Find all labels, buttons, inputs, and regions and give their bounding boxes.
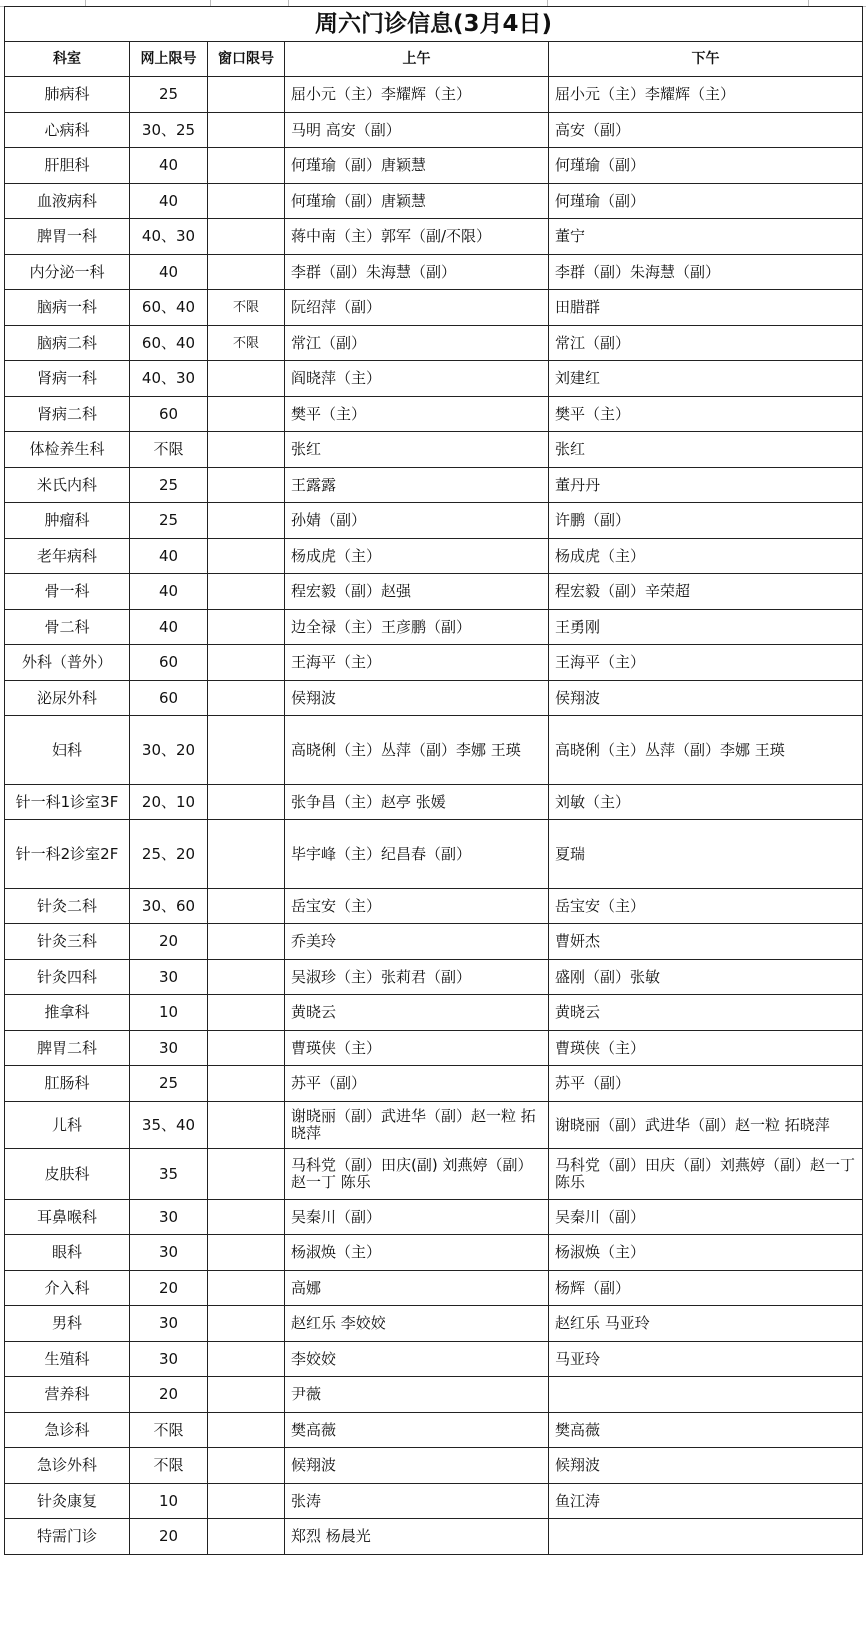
afternoon-doctors-cell: 曹瑛侠（主） <box>549 1031 863 1066</box>
online-limit-cell: 40 <box>130 255 208 290</box>
table-row <box>5 1066 863 1102</box>
table-row <box>5 1200 863 1235</box>
morning-doctors-cell: 曹瑛侠（主） <box>285 1031 549 1066</box>
afternoon-doctors-cell: 杨淑焕（主） <box>549 1235 863 1271</box>
morning-doctors-cell: 杨淑焕（主） <box>285 1235 549 1271</box>
dept-cell: 儿科 <box>5 1102 130 1149</box>
table-row <box>5 889 863 924</box>
dept-cell: 推拿科 <box>5 995 130 1031</box>
window-limit-cell <box>208 1484 285 1519</box>
afternoon-doctors-cell <box>549 1377 863 1413</box>
dept-cell: 针灸二科 <box>5 889 130 924</box>
window-limit-cell <box>208 148 285 184</box>
table-row <box>5 1102 863 1149</box>
afternoon-doctors-cell: 屈小元（主）李耀辉（主） <box>549 77 863 113</box>
morning-doctors-cell: 阎晓萍（主） <box>285 361 549 397</box>
afternoon-doctors-cell: 田腊群 <box>549 290 863 326</box>
window-limit-cell <box>208 1066 285 1102</box>
window-limit-cell <box>208 1031 285 1066</box>
window-limit-cell <box>208 1342 285 1377</box>
table-row <box>5 1448 863 1484</box>
afternoon-doctors-cell: 候翔波 <box>549 1448 863 1484</box>
window-limit-cell <box>208 432 285 468</box>
online-limit-cell: 40 <box>130 574 208 610</box>
afternoon-doctors-cell: 樊平（主） <box>549 397 863 432</box>
online-limit-cell: 20 <box>130 1519 208 1555</box>
morning-doctors-cell: 王海平（主） <box>285 645 549 681</box>
table-row <box>5 1306 863 1342</box>
online-limit-cell: 35 <box>130 1149 208 1200</box>
table-row <box>5 184 863 219</box>
dept-cell: 男科 <box>5 1306 130 1342</box>
dept-cell: 骨二科 <box>5 610 130 645</box>
window-limit-cell <box>208 1235 285 1271</box>
table-row <box>5 1484 863 1519</box>
online-limit-cell: 60、40 <box>130 326 208 361</box>
online-limit-cell: 不限 <box>130 1448 208 1484</box>
window-limit-cell <box>208 219 285 255</box>
window-limit-cell <box>208 645 285 681</box>
online-limit-cell: 40 <box>130 539 208 574</box>
window-limit-cell <box>208 1519 285 1555</box>
window-limit-cell <box>208 255 285 290</box>
morning-doctors-cell: 尹薇 <box>285 1377 549 1413</box>
afternoon-doctors-cell: 何瑾瑜（副） <box>549 148 863 184</box>
dept-cell: 皮肤科 <box>5 1149 130 1200</box>
dept-cell: 血液病科 <box>5 184 130 219</box>
morning-doctors-cell: 李姣姣 <box>285 1342 549 1377</box>
morning-doctors-cell: 郑烈 杨晨光 <box>285 1519 549 1555</box>
online-limit-cell: 40 <box>130 184 208 219</box>
online-limit-cell: 60、40 <box>130 290 208 326</box>
online-limit-cell: 20、10 <box>130 785 208 820</box>
table-row <box>5 361 863 397</box>
table-row <box>5 1031 863 1066</box>
dept-cell: 针灸康复 <box>5 1484 130 1519</box>
dept-cell: 骨一科 <box>5 574 130 610</box>
dept-cell: 心病科 <box>5 113 130 148</box>
afternoon-doctors-cell: 岳宝安（主） <box>549 889 863 924</box>
window-limit-cell <box>208 184 285 219</box>
morning-doctors-cell: 张争昌（主）赵亭 张媛 <box>285 785 549 820</box>
window-limit-cell <box>208 1200 285 1235</box>
window-limit-cell <box>208 1149 285 1200</box>
table-row <box>5 468 863 503</box>
header-dept: 科室 <box>5 42 130 77</box>
window-limit-cell <box>208 1413 285 1448</box>
dept-cell: 内分泌一科 <box>5 255 130 290</box>
window-limit-cell <box>208 468 285 503</box>
header-afternoon: 下午 <box>549 42 863 77</box>
afternoon-doctors-cell: 苏平（副） <box>549 1066 863 1102</box>
online-limit-cell: 40 <box>130 148 208 184</box>
window-limit-cell <box>208 995 285 1031</box>
afternoon-doctors-cell: 常江（副） <box>549 326 863 361</box>
table-row <box>5 1235 863 1271</box>
morning-doctors-cell: 杨成虎（主） <box>285 539 549 574</box>
table-row <box>5 255 863 290</box>
window-limit-cell <box>208 503 285 539</box>
morning-doctors-cell: 李群（副）朱海慧（副） <box>285 255 549 290</box>
morning-doctors-cell: 赵红乐 李姣姣 <box>285 1306 549 1342</box>
table-row <box>5 1271 863 1306</box>
dept-cell: 脑病二科 <box>5 326 130 361</box>
morning-doctors-cell: 高晓俐（主）丛萍（副）李娜 王瑛 <box>285 716 549 785</box>
table-row <box>5 1149 863 1200</box>
afternoon-doctors-cell: 刘敏（主） <box>549 785 863 820</box>
dept-cell: 急诊科 <box>5 1413 130 1448</box>
window-limit-cell <box>208 1306 285 1342</box>
table-row <box>5 645 863 681</box>
dept-cell: 针一科1诊室3F <box>5 785 130 820</box>
afternoon-doctors-cell: 鱼江涛 <box>549 1484 863 1519</box>
table-row <box>5 113 863 148</box>
online-limit-cell: 20 <box>130 924 208 960</box>
afternoon-doctors-cell: 王勇刚 <box>549 610 863 645</box>
dept-cell: 针灸四科 <box>5 960 130 995</box>
online-limit-cell: 30、25 <box>130 113 208 148</box>
morning-doctors-cell: 侯翔波 <box>285 681 549 716</box>
window-limit-cell <box>208 361 285 397</box>
morning-doctors-cell: 黄晓云 <box>285 995 549 1031</box>
online-limit-cell: 25、20 <box>130 820 208 889</box>
afternoon-doctors-cell: 高晓俐（主）丛萍（副）李娜 王瑛 <box>549 716 863 785</box>
window-limit-cell <box>208 924 285 960</box>
online-limit-cell: 30 <box>130 1200 208 1235</box>
afternoon-doctors-cell: 刘建红 <box>549 361 863 397</box>
morning-doctors-cell: 樊平（主） <box>285 397 549 432</box>
afternoon-doctors-cell: 董宁 <box>549 219 863 255</box>
online-limit-cell: 25 <box>130 1066 208 1102</box>
morning-doctors-cell: 马明 高安（副） <box>285 113 549 148</box>
dept-cell: 米氏内科 <box>5 468 130 503</box>
dept-cell: 肝胆科 <box>5 148 130 184</box>
morning-doctors-cell: 常江（副） <box>285 326 549 361</box>
morning-doctors-cell: 吴秦川（副） <box>285 1200 549 1235</box>
online-limit-cell: 20 <box>130 1271 208 1306</box>
window-limit-cell <box>208 1271 285 1306</box>
afternoon-doctors-cell: 张红 <box>549 432 863 468</box>
online-limit-cell: 30 <box>130 1031 208 1066</box>
afternoon-doctors-cell: 何瑾瑜（副） <box>549 184 863 219</box>
table-row <box>5 1413 863 1448</box>
afternoon-doctors-cell: 赵红乐 马亚玲 <box>549 1306 863 1342</box>
table-row <box>5 716 863 785</box>
table-row <box>5 290 863 326</box>
online-limit-cell: 40 <box>130 610 208 645</box>
afternoon-doctors-cell: 程宏毅（副）辛荣超 <box>549 574 863 610</box>
afternoon-doctors-cell: 黄晓云 <box>549 995 863 1031</box>
afternoon-doctors-cell: 盛刚（副）张敏 <box>549 960 863 995</box>
window-limit-cell <box>208 1102 285 1149</box>
morning-doctors-cell: 何瑾瑜（副）唐颖慧 <box>285 148 549 184</box>
morning-doctors-cell: 屈小元（主）李耀辉（主） <box>285 77 549 113</box>
morning-doctors-cell: 边全禄（主）王彦鹏（副） <box>285 610 549 645</box>
dept-cell: 介入科 <box>5 1271 130 1306</box>
online-limit-cell: 10 <box>130 1484 208 1519</box>
morning-doctors-cell: 候翔波 <box>285 1448 549 1484</box>
afternoon-doctors-cell: 吴秦川（副） <box>549 1200 863 1235</box>
window-limit-cell <box>208 889 285 924</box>
afternoon-doctors-cell <box>549 1519 863 1555</box>
dept-cell: 肿瘤科 <box>5 503 130 539</box>
online-limit-cell: 30、20 <box>130 716 208 785</box>
afternoon-doctors-cell: 许鹏（副） <box>549 503 863 539</box>
window-limit-cell: 不限 <box>208 326 285 361</box>
window-limit-cell <box>208 574 285 610</box>
table-row <box>5 681 863 716</box>
morning-doctors-cell: 蒋中南（主）郭军（副/不限） <box>285 219 549 255</box>
online-limit-cell: 30 <box>130 1306 208 1342</box>
morning-doctors-cell: 毕宇峰（主）纪昌春（副） <box>285 820 549 889</box>
morning-doctors-cell: 乔美玲 <box>285 924 549 960</box>
afternoon-doctors-cell: 王海平（主） <box>549 645 863 681</box>
window-limit-cell <box>208 1448 285 1484</box>
dept-cell: 针一科2诊室2F <box>5 820 130 889</box>
table-row <box>5 503 863 539</box>
header-window-limit: 窗口限号 <box>208 42 285 77</box>
morning-doctors-cell: 程宏毅（副）赵强 <box>285 574 549 610</box>
dept-cell: 脑病一科 <box>5 290 130 326</box>
online-limit-cell: 不限 <box>130 432 208 468</box>
header-online-limit: 网上限号 <box>130 42 208 77</box>
online-limit-cell: 10 <box>130 995 208 1031</box>
online-limit-cell: 25 <box>130 503 208 539</box>
dept-cell: 泌尿外科 <box>5 681 130 716</box>
clinic-schedule-table <box>4 6 863 1555</box>
table-row <box>5 960 863 995</box>
dept-cell: 老年病科 <box>5 539 130 574</box>
table-row <box>5 820 863 889</box>
online-limit-cell: 60 <box>130 681 208 716</box>
morning-doctors-cell: 马科党（副）田庆(副) 刘燕婷（副）赵一丁 陈乐 <box>285 1149 549 1200</box>
window-limit-cell <box>208 539 285 574</box>
dept-cell: 耳鼻喉科 <box>5 1200 130 1235</box>
dept-cell: 生殖科 <box>5 1342 130 1377</box>
window-limit-cell <box>208 681 285 716</box>
dept-cell: 肾病一科 <box>5 361 130 397</box>
window-limit-cell <box>208 77 285 113</box>
table-row <box>5 610 863 645</box>
online-limit-cell: 30 <box>130 1342 208 1377</box>
window-limit-cell <box>208 960 285 995</box>
afternoon-doctors-cell: 马亚玲 <box>549 1342 863 1377</box>
morning-doctors-cell: 阮绍萍（副） <box>285 290 549 326</box>
table-row <box>5 574 863 610</box>
morning-doctors-cell: 高娜 <box>285 1271 549 1306</box>
window-limit-cell <box>208 1377 285 1413</box>
online-limit-cell: 40、30 <box>130 219 208 255</box>
table-row <box>5 148 863 184</box>
window-limit-cell: 不限 <box>208 290 285 326</box>
dept-cell: 脾胃二科 <box>5 1031 130 1066</box>
table-row <box>5 995 863 1031</box>
table-row <box>5 1342 863 1377</box>
morning-doctors-cell: 樊高薇 <box>285 1413 549 1448</box>
dept-cell: 眼科 <box>5 1235 130 1271</box>
window-limit-cell <box>208 716 285 785</box>
window-limit-cell <box>208 113 285 148</box>
dept-cell: 体检养生科 <box>5 432 130 468</box>
table-row <box>5 432 863 468</box>
header-morning: 上午 <box>285 42 549 77</box>
online-limit-cell: 30 <box>130 1235 208 1271</box>
afternoon-doctors-cell: 董丹丹 <box>549 468 863 503</box>
table-row <box>5 219 863 255</box>
table-row <box>5 326 863 361</box>
online-limit-cell: 60 <box>130 397 208 432</box>
table-row <box>5 785 863 820</box>
table-row <box>5 924 863 960</box>
online-limit-cell: 60 <box>130 645 208 681</box>
afternoon-doctors-cell: 李群（副）朱海慧（副） <box>549 255 863 290</box>
afternoon-doctors-cell: 谢晓丽（副）武进华（副）赵一粒 拓晓萍 <box>549 1102 863 1149</box>
online-limit-cell: 不限 <box>130 1413 208 1448</box>
morning-doctors-cell: 张红 <box>285 432 549 468</box>
morning-doctors-cell: 谢晓丽（副）武进华（副）赵一粒 拓晓萍 <box>285 1102 549 1149</box>
afternoon-doctors-cell: 侯翔波 <box>549 681 863 716</box>
afternoon-doctors-cell: 马科党（副）田庆（副）刘燕婷（副）赵一丁 陈乐 <box>549 1149 863 1200</box>
afternoon-doctors-cell: 夏瑞 <box>549 820 863 889</box>
table-row <box>5 397 863 432</box>
table-row <box>5 1377 863 1413</box>
online-limit-cell: 25 <box>130 468 208 503</box>
window-limit-cell <box>208 820 285 889</box>
dept-cell: 肺病科 <box>5 77 130 113</box>
afternoon-doctors-cell: 高安（副） <box>549 113 863 148</box>
page-title: 周六门诊信息(3月4日) <box>5 7 863 42</box>
table-row <box>5 77 863 113</box>
dept-cell: 肛肠科 <box>5 1066 130 1102</box>
morning-doctors-cell: 吴淑珍（主）张莉君（副） <box>285 960 549 995</box>
afternoon-doctors-cell: 杨成虎（主） <box>549 539 863 574</box>
online-limit-cell: 30 <box>130 960 208 995</box>
online-limit-cell: 25 <box>130 77 208 113</box>
window-limit-cell <box>208 397 285 432</box>
afternoon-doctors-cell: 樊高薇 <box>549 1413 863 1448</box>
morning-doctors-cell: 苏平（副） <box>285 1066 549 1102</box>
dept-cell: 肾病二科 <box>5 397 130 432</box>
online-limit-cell: 20 <box>130 1377 208 1413</box>
dept-cell: 营养科 <box>5 1377 130 1413</box>
table-row <box>5 539 863 574</box>
morning-doctors-cell: 何瑾瑜（副）唐颖慧 <box>285 184 549 219</box>
dept-cell: 急诊外科 <box>5 1448 130 1484</box>
afternoon-doctors-cell: 杨辉（副） <box>549 1271 863 1306</box>
table-row <box>5 1519 863 1555</box>
morning-doctors-cell: 孙婧（副） <box>285 503 549 539</box>
dept-cell: 妇科 <box>5 716 130 785</box>
dept-cell: 特需门诊 <box>5 1519 130 1555</box>
morning-doctors-cell: 王露露 <box>285 468 549 503</box>
morning-doctors-cell: 岳宝安（主） <box>285 889 549 924</box>
dept-cell: 外科（普外） <box>5 645 130 681</box>
morning-doctors-cell: 张涛 <box>285 1484 549 1519</box>
online-limit-cell: 40、30 <box>130 361 208 397</box>
online-limit-cell: 35、40 <box>130 1102 208 1149</box>
dept-cell: 针灸三科 <box>5 924 130 960</box>
header-row <box>5 42 863 77</box>
online-limit-cell: 30、60 <box>130 889 208 924</box>
afternoon-doctors-cell: 曹妍杰 <box>549 924 863 960</box>
dept-cell: 脾胃一科 <box>5 219 130 255</box>
window-limit-cell <box>208 610 285 645</box>
window-limit-cell <box>208 785 285 820</box>
